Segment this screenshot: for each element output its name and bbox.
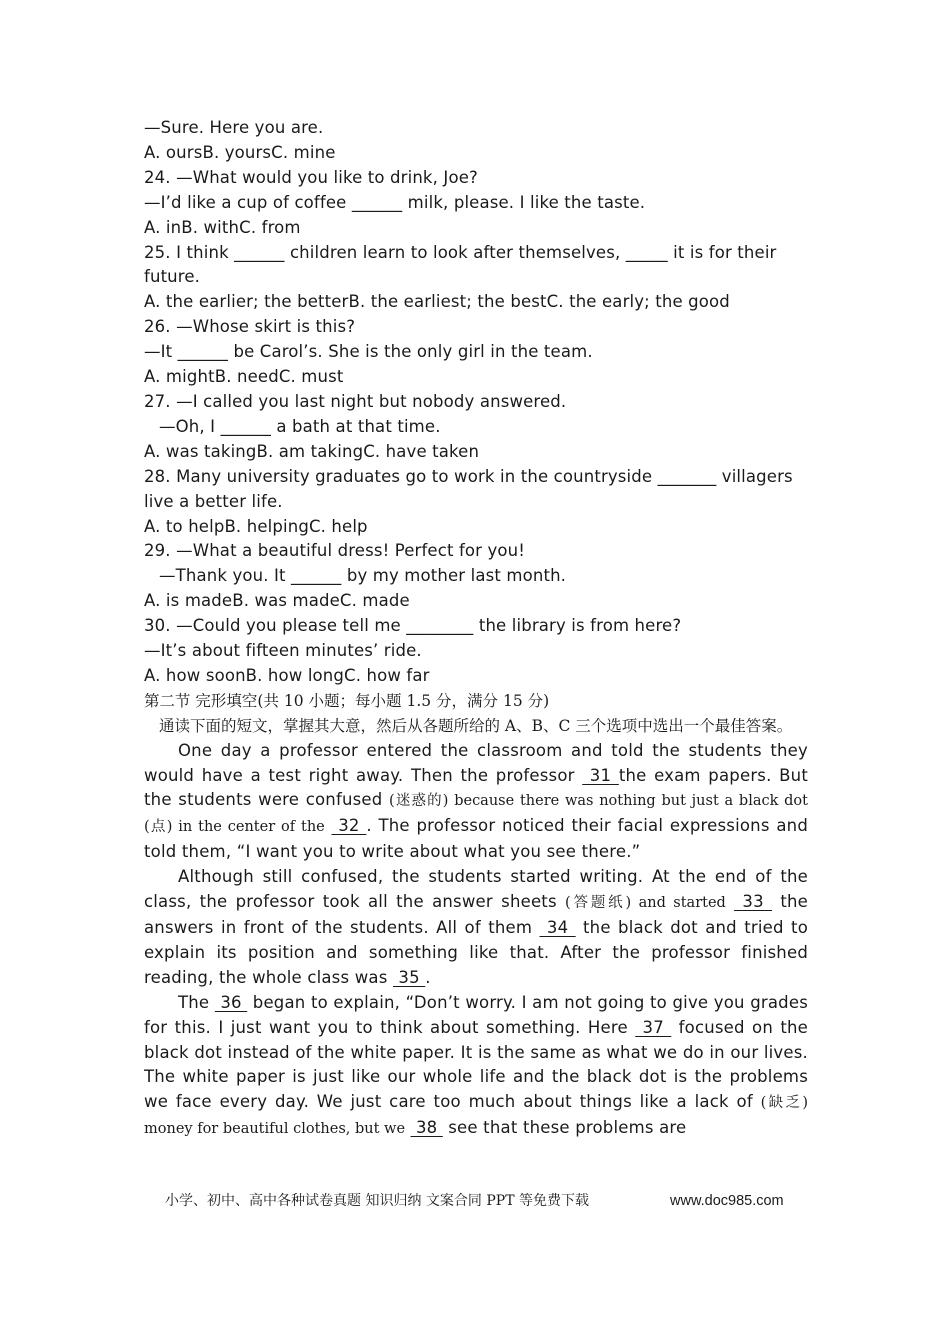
- passage-text: the exam papers. But the students were confused: [144, 765, 808, 810]
- footer-text: 小学、初中、高中各种试卷真题 知识归纳 文案合同 PPT 等免费下载: [165, 1193, 589, 1209]
- passage-text: began to explain, “Don’t worry. I am not going to give you grades for this. I just want you to think about something. Here: [144, 992, 808, 1037]
- passage-paragraph-2: [144, 865, 808, 991]
- dialogue-line: —It ______ be Carol’s. She is the only girl in the team.: [144, 342, 593, 362]
- blank-31: 31: [582, 765, 619, 785]
- question-26: 26. —Whose skirt is this?: [144, 317, 356, 337]
- dialogue-line: —Oh, I ______ a bath at that time.: [159, 416, 441, 436]
- gloss-text: (迷惑的) because there was nothing but just a black dot (点) in the center of the: [144, 793, 808, 836]
- answer-options: A. oursB. yoursC. mine: [144, 142, 336, 162]
- blank-37: 37: [635, 1017, 672, 1037]
- footer-url[interactable]: www.doc985.com: [670, 1193, 784, 1209]
- blank-32: 32: [331, 816, 367, 836]
- question-28: 28. Many university graduates go to work in the countryside _______ villagers: [144, 466, 793, 486]
- question-29: 29. —What a beautiful dress! Perfect for you!: [144, 541, 526, 561]
- document-page: [144, 116, 808, 1142]
- passage-paragraph-3: [144, 991, 808, 1142]
- answer-options: A. is madeB. was madeC. made: [144, 591, 410, 611]
- dialogue-line: —Sure. Here you are.: [144, 118, 324, 137]
- answer-options: A. the earlier; the betterB. the earliest; the bestC. the early; the good: [144, 292, 730, 312]
- question-28-continued: live a better life.: [144, 491, 283, 511]
- passage-paragraph-1: [144, 739, 808, 866]
- page-footer: [165, 1191, 805, 1211]
- question-25-continued: future.: [144, 267, 201, 287]
- passage-text: Although still confused, the students started writing. At the end of the class, the professor took all the answer sheets: [144, 867, 808, 912]
- blank-33: 33: [734, 892, 773, 912]
- gloss-text: (答题纸) and started: [565, 895, 726, 912]
- passage-text: focused on the black dot instead of the white paper. It is the same as what we do in our lives. The white paper is just like our whole life and the black dot is the problems we face every day. We just care too much about things like a lack of: [144, 1017, 808, 1112]
- answer-options: A. was takingB. am takingC. have taken: [144, 441, 480, 461]
- passage-text: the answers in front of the students. All of them: [144, 892, 808, 937]
- passage-text: . The professor noticed their facial expressions and told them, “I want you to write about what you see there.”: [144, 816, 808, 862]
- section-instructions: 通读下面的短文，掌握其大意，然后从各题所给的 A、B、C 三个选项中选出一个最佳答案。: [159, 716, 793, 735]
- answer-options: A. to helpB. helpingC. help: [144, 516, 368, 536]
- answer-options: A. inB. withC. from: [144, 217, 301, 237]
- gloss-text: (缺乏) money for beautiful clothes, but we: [144, 1095, 808, 1138]
- blank-35: 35: [392, 967, 426, 987]
- passage-text: see that these problems are: [442, 1118, 687, 1138]
- section-title: 第二节 完形填空(共 10 小题；每小题 1.5 分，满分 15 分): [144, 691, 550, 710]
- passage-text: the black dot and tried to explain its position and something like that. After the professor finished reading, the whole class was: [144, 918, 808, 987]
- question-24: 24. —What would you like to drink, Joe?: [144, 167, 478, 187]
- blank-36: 36: [214, 992, 248, 1012]
- dialogue-line: —It’s about fifteen minutes’ ride.: [144, 641, 422, 661]
- blank-34: 34: [539, 918, 576, 937]
- answer-options: A. mightB. needC. must: [144, 367, 344, 387]
- question-25: 25. I think ______ children learn to look after themselves, _____ it is for their: [144, 242, 777, 262]
- blank-38: 38: [410, 1118, 443, 1138]
- dialogue-line: —Thank you. It ______ by my mother last month.: [159, 566, 567, 586]
- question-30: 30. —Could you please tell me ________ the library is from here?: [144, 616, 682, 636]
- dialogue-line: —I’d like a cup of coffee ______ milk, please. I like the taste.: [144, 192, 646, 212]
- passage-text: The: [178, 992, 215, 1012]
- passage-text: .: [425, 967, 431, 987]
- passage-text: One day a professor entered the classroom and told the students they would have a test right away. Then the professor: [144, 740, 808, 785]
- question-27: 27. —I called you last night but nobody answered.: [144, 391, 567, 411]
- answer-options: A. how soonB. how longC. how far: [144, 665, 430, 685]
